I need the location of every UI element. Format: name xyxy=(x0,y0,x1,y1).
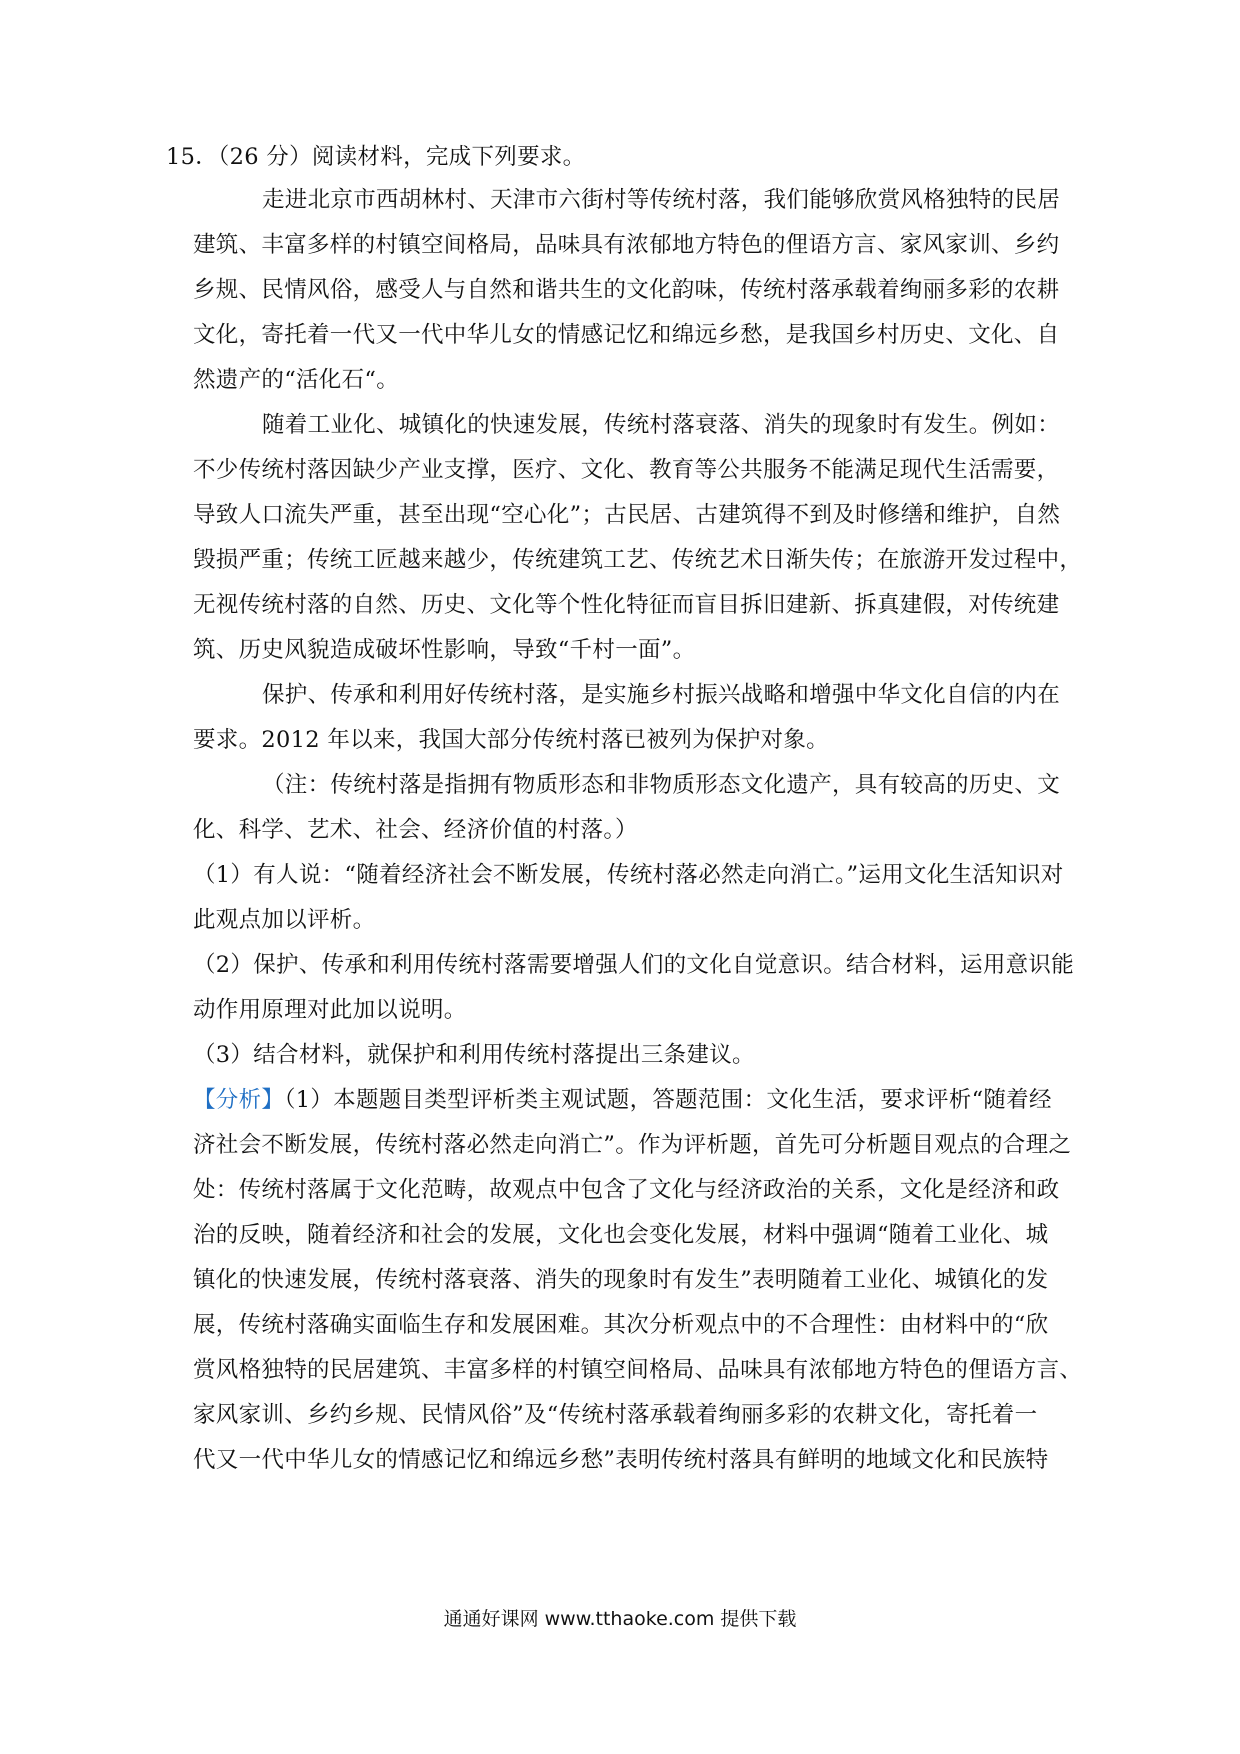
text-line: 家风家训、乡约乡规、民情风俗”及“传统村落承载着绚丽多彩的农耕文化，寄托着一 xyxy=(193,1402,1038,1428)
text-line: 导致人口流失严重，甚至出现“空心化”；古民居、古建筑得不到及时修缮和维护，自然 xyxy=(193,502,1061,528)
text-line: 济社会不断发展，传统村落必然走向消亡”。作为评析题，首先可分析题目观点的合理之 xyxy=(193,1132,1072,1158)
analysis-first-line-text: （1）本题题目类型评析类主观试题，答题范围：文化生活，要求评析“随着经 xyxy=(284,1087,1052,1113)
page-footer: 通通好课网 www.tthaoke.com 提供下载 xyxy=(443,1608,797,1630)
analysis-first-line xyxy=(193,1085,1052,1115)
text-line: （2）保护、传承和利用传统村落需要增强人们的文化自觉意识。结合材料，运用意识能 xyxy=(193,952,1075,978)
text-line: 要求。2012 年以来，我国大部分传统村落已被列为保护对象。 xyxy=(193,727,829,753)
text-line: 此观点加以评析。 xyxy=(193,907,376,933)
text-line: 化、科学、艺术、社会、经济价值的村落。） xyxy=(193,817,638,843)
text-line: （注：传统村落是指拥有物质形态和非物质形态文化遗产，具有较高的历史、文 xyxy=(262,772,1061,798)
text-line: 治的反映，随着经济和社会的发展，文化也会变化发展，材料中强调“随着工业化、城 xyxy=(193,1222,1049,1248)
text-line: 然遗产的“活化石“。 xyxy=(193,367,400,393)
text-line: 建筑、丰富多样的村镇空间格局，品味具有浓郁地方特色的俚语方言、家风家训、乡约 xyxy=(193,232,1060,258)
text-line: 动作用原理对此加以说明。 xyxy=(193,997,467,1023)
text-line: 走进北京市西胡林村、天津市六街村等传统村落，我们能够欣赏风格独特的民居 xyxy=(262,187,1061,213)
text-line: 随着工业化、城镇化的快速发展，传统村落衰落、消失的现象时有发生。例如： xyxy=(262,412,1061,438)
text-line: 不少传统村落因缺少产业支撑，医疗、文化、教育等公共服务不能满足现代生活需要， xyxy=(193,457,1060,483)
text-line: （3）结合材料，就保护和利用传统村落提出三条建议。 xyxy=(193,1042,755,1068)
question-header: 15．（26 分）阅读材料，完成下列要求。 xyxy=(166,144,586,170)
text-line: 镇化的快速发展，传统村落衰落、消失的现象时有发生”表明随着工业化、城镇化的发 xyxy=(193,1267,1049,1293)
text-line: 无视传统村落的自然、历史、文化等个性化特征而盲目拆旧建新、拆真建假，对传统建 xyxy=(193,592,1060,618)
analysis-label: 【分析】 xyxy=(193,1087,285,1113)
text-line: 乡规、民情风俗，感受人与自然和谐共生的文化韵味，传统村落承载着绚丽多彩的农耕 xyxy=(193,277,1060,303)
text-line: 保护、传承和利用好传统村落，是实施乡村振兴战略和增强中华文化自信的内在 xyxy=(262,682,1061,708)
text-line: 展，传统村落确实面临生存和发展困难。其次分析观点中的不合理性：由材料中的“欣 xyxy=(193,1312,1049,1338)
text-line: 筑、历史风貌造成破坏性影响，导致“千村一面”。 xyxy=(193,637,696,663)
text-line: 处：传统村落属于文化范畴，故观点中包含了文化与经济政治的关系，文化是经济和政 xyxy=(193,1177,1060,1203)
text-line: 文化，寄托着一代又一代中华儿女的情感记忆和绵远乡愁，是我国乡村历史、文化、自 xyxy=(193,322,1060,348)
text-line: （1）有人说：“随着经济社会不断发展，传统村落必然走向消亡。”运用文化生活知识对 xyxy=(193,862,1064,888)
text-line: 毁损严重；传统工匠越来越少，传统建筑工艺、传统艺术日渐失传；在旅游开发过程中， xyxy=(193,547,1083,573)
text-line: 赏风格独特的民居建筑、丰富多样的村镇空间格局、品味具有浓郁地方特色的俚语方言、 xyxy=(193,1357,1083,1383)
text-line: 代又一代中华儿女的情感记忆和绵远乡愁”表明传统村落具有鲜明的地域文化和民族特 xyxy=(193,1447,1049,1473)
